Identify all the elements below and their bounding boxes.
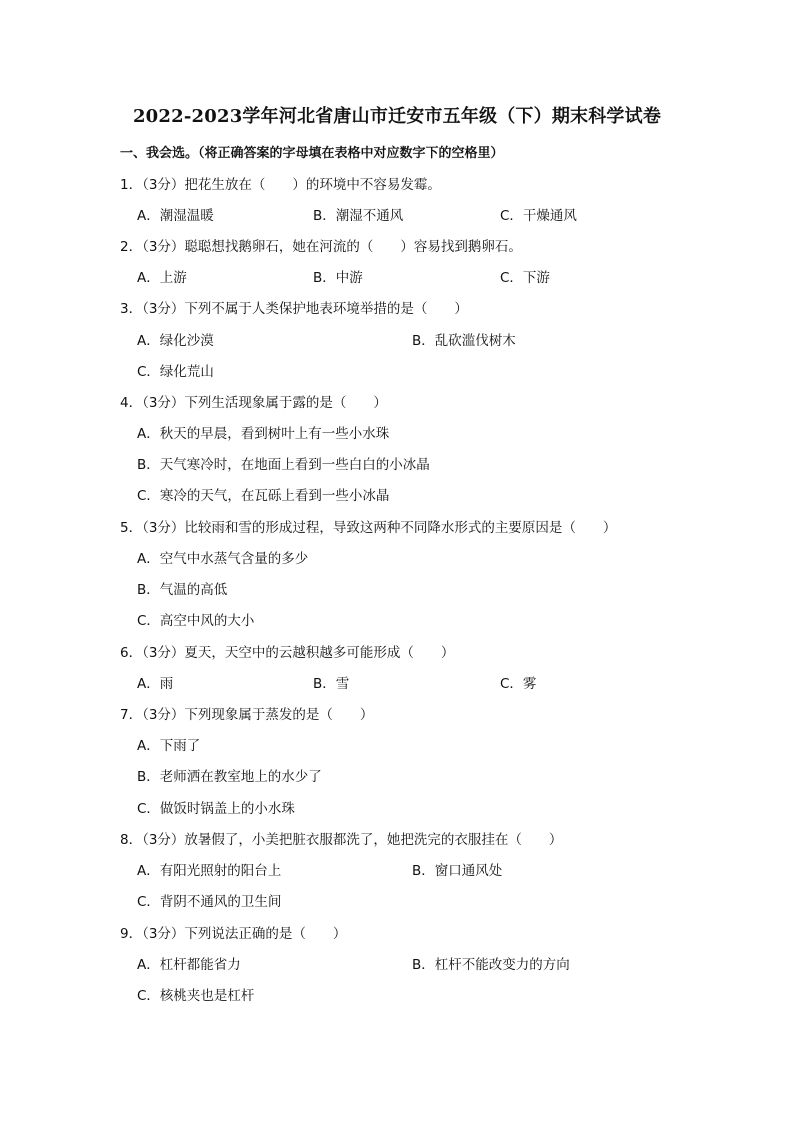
option-b: B．乱砍滥伐树木 (412, 333, 516, 349)
option-c: C．干燥通风 (500, 208, 577, 224)
option-c: C．核桃夹也是杠杆 (137, 988, 255, 1004)
option-a: A．杠杆都能省力 (137, 957, 241, 973)
question-stem: 4．（3分）下列生活现象属于露的是（ ） (120, 395, 387, 411)
option-c: C．背阴不通风的卫生间 (137, 894, 282, 910)
option-b: B．杠杆不能改变力的方向 (412, 957, 570, 973)
option-a: A．雨 (137, 676, 174, 692)
option-a: A．上游 (137, 270, 187, 286)
option-a: A．潮湿温暖 (137, 208, 214, 224)
option-b: B．窗口通风处 (412, 863, 503, 879)
question-stem: 3．（3分）下列不属于人类保护地表环境举措的是（ ） (120, 301, 468, 317)
option-c: C．下游 (500, 270, 550, 286)
option-c: C．雾 (500, 676, 537, 692)
option-c: C．绿化荒山 (137, 364, 214, 380)
option-a: A．空气中水蒸气含量的多少 (137, 551, 309, 567)
option-a: A．有阳光照射的阳台上 (137, 863, 282, 879)
option-c: C．寒冷的天气，在瓦砾上看到一些小冰晶 (137, 488, 390, 504)
option-c: C．高空中风的大小 (137, 613, 255, 629)
option-b: B．中游 (313, 270, 363, 286)
option-b: B．雪 (313, 676, 350, 692)
question-stem: 1．（3分）把花生放在（ ）的环境中不容易发霉。 (120, 177, 441, 193)
option-b: B．潮湿不通风 (313, 208, 404, 224)
option-a: A．秋天的早晨，看到树叶上有一些小水珠 (137, 426, 390, 442)
question-stem: 7．（3分）下列现象属于蒸发的是（ ） (120, 707, 374, 723)
question-stem: 8．（3分）放暑假了，小美把脏衣服都洗了，她把洗完的衣服挂在（ ） (120, 832, 563, 848)
question-stem: 2．（3分）聪聪想找鹅卵石，她在河流的（ ）容易找到鹅卵石。 (120, 239, 522, 255)
option-b: B．气温的高低 (137, 582, 228, 598)
question-stem: 5．（3分）比较雨和雪的形成过程，导致这两种不同降水形式的主要原因是（ ） (120, 520, 617, 536)
option-b: B．天气寒冷时，在地面上看到一些白白的小冰晶 (137, 457, 430, 473)
question-stem: 9．（3分）下列说法正确的是（ ） (120, 926, 347, 942)
option-b: B．老师洒在教室地上的水少了 (137, 769, 322, 785)
page-title: 2022-2023学年河北省唐山市迁安市五年级（下）期末科学试卷 (132, 106, 662, 127)
option-a: A．下雨了 (137, 738, 201, 754)
question-stem: 6．（3分）夏天，天空中的云越积越多可能形成（ ） (120, 645, 455, 661)
section-heading: 一、我会选。（将正确答案的字母填在表格中对应数字下的空格里） (120, 146, 504, 161)
option-c: C．做饭时锅盖上的小水珠 (137, 801, 295, 817)
option-a: A．绿化沙漠 (137, 333, 214, 349)
